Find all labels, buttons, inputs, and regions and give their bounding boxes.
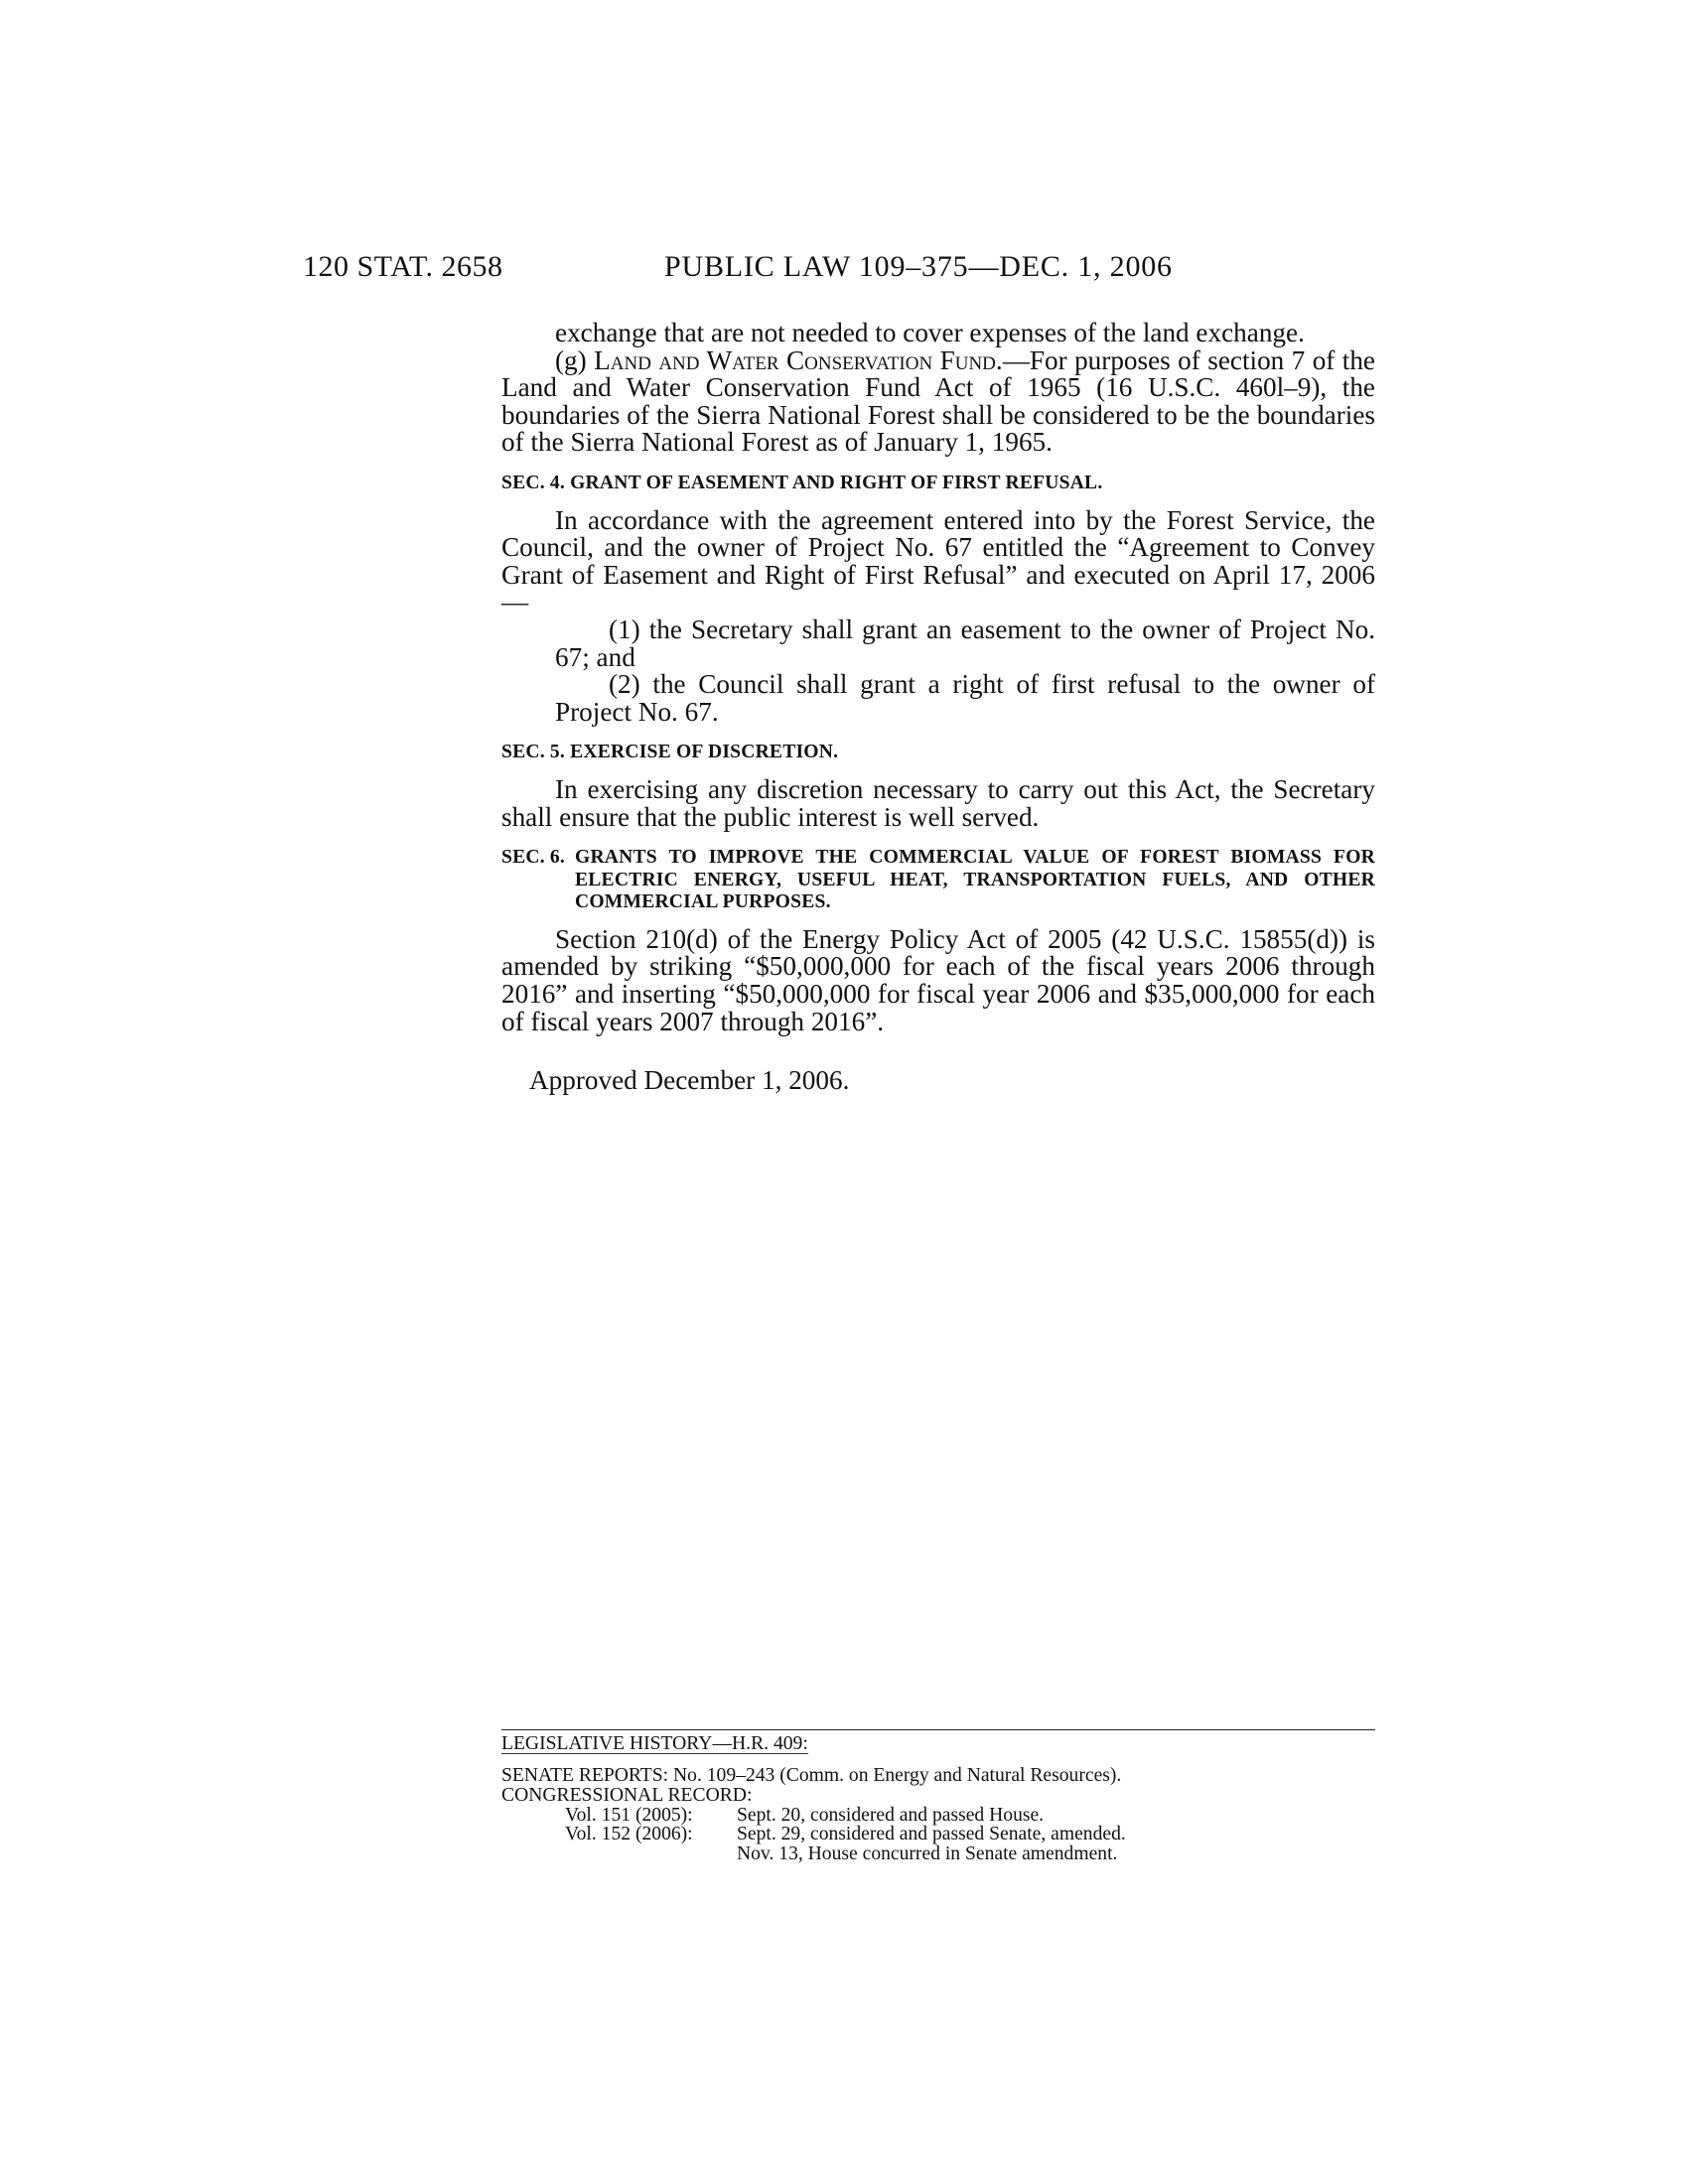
page-header	[303, 250, 1375, 290]
legislative-history-footer	[501, 1729, 1375, 1864]
public-law-title: PUBLIC LAW 109–375—DEC. 1, 2006	[664, 250, 1173, 283]
section-4-text: In accordance with the agreement entered into by the Forest Service, the Council, and the owner of Project No. 67 entitled the “Agreement to Convey Grant of Easement and Right of First Refusal” and executed on April 17, 2006—	[501, 504, 1375, 617]
vol-152-row	[565, 1825, 1375, 1844]
subsection-g-prefix: (g)	[555, 344, 595, 375]
continued-item-text: exchange that are not needed to cover expenses of the land exchange.	[555, 318, 1305, 347]
subsection-g-text: .—For purposes of section 7 of the Land and Water Conservation Fund Act of 1965 (16 U.S.C. 460l–9), the boundaries of the Sierra National Forest shall be considered to be the boundaries of the Sierra National Forest as of January 1, 1965.	[501, 344, 1375, 458]
section-6-heading	[501, 847, 1375, 914]
section-6-text: Section 210(d) of the Energy Policy Act of 2005 (42 U.S.C. 15855(d)) is amended by striking “$50,000,000 for each of the fiscal years 2006 through 2016” and inserting “$50,000,000 for fiscal year 2006 and $35,000,000 for each of fiscal years 2007 through 2016”.	[501, 923, 1375, 1036]
vol-152-text: Sept. 29, considered and passed Senate, amended.	[737, 1824, 1126, 1845]
stat-page-number: 120 STAT. 2658	[303, 250, 503, 283]
subsection-g-heading: Land and Water Conservation Fund	[594, 344, 996, 375]
section-4-heading: SEC. 4. GRANT OF EASEMENT AND RIGHT OF FIRST REFUSAL.	[501, 472, 1103, 493]
section-6-title: GRANTS TO IMPROVE THE COMMERCIAL VALUE OF FOREST BIOMASS FOR ELECTRIC ENERGY, USEFUL HEAT, TRANSPORTATION FUELS, AND OTHER COMMERCIAL PURPOSES.	[575, 847, 1375, 913]
nov-13-line: Nov. 13, House concurred in Senate amendment.	[737, 1843, 1118, 1865]
document-body	[501, 320, 1375, 1122]
section-4-item-1: (1) the Secretary shall grant an easement to the owner of Project No. 67; and	[555, 614, 1375, 672]
vol-152-label: Vol. 152 (2006):	[565, 1824, 693, 1845]
section-6-number: SEC. 6.	[501, 847, 566, 869]
vol-151-row	[565, 1806, 1375, 1826]
approval-date: Approved December 1, 2006.	[529, 1065, 850, 1096]
congressional-record-line: CONGRESSIONAL RECORD:	[501, 1784, 753, 1806]
senate-reports-line: SENATE REPORTS: No. 109–243 (Comm. on Energy and Natural Resources).	[501, 1765, 1122, 1786]
section-4-item-2: (2) the Council shall grant a right of first refusal to the owner of Project No. 67.	[555, 669, 1375, 727]
vol-151-text: Sept. 20, considered and passed House.	[737, 1804, 1045, 1826]
section-5-text: In exercising any discretion necessary to carry out this Act, the Secretary shall ensure that the public interest is well served.	[501, 773, 1375, 832]
vol-151-label: Vol. 151 (2005):	[565, 1804, 693, 1826]
section-5-heading: SEC. 5. EXERCISE OF DISCRETION.	[501, 742, 839, 763]
legislative-history-heading	[501, 1734, 1375, 1754]
subsection-g	[501, 344, 1375, 458]
legislative-history-label: LEGISLATIVE HISTORY—H.R. 409:	[501, 1733, 808, 1754]
footer-divider	[501, 1729, 1375, 1730]
